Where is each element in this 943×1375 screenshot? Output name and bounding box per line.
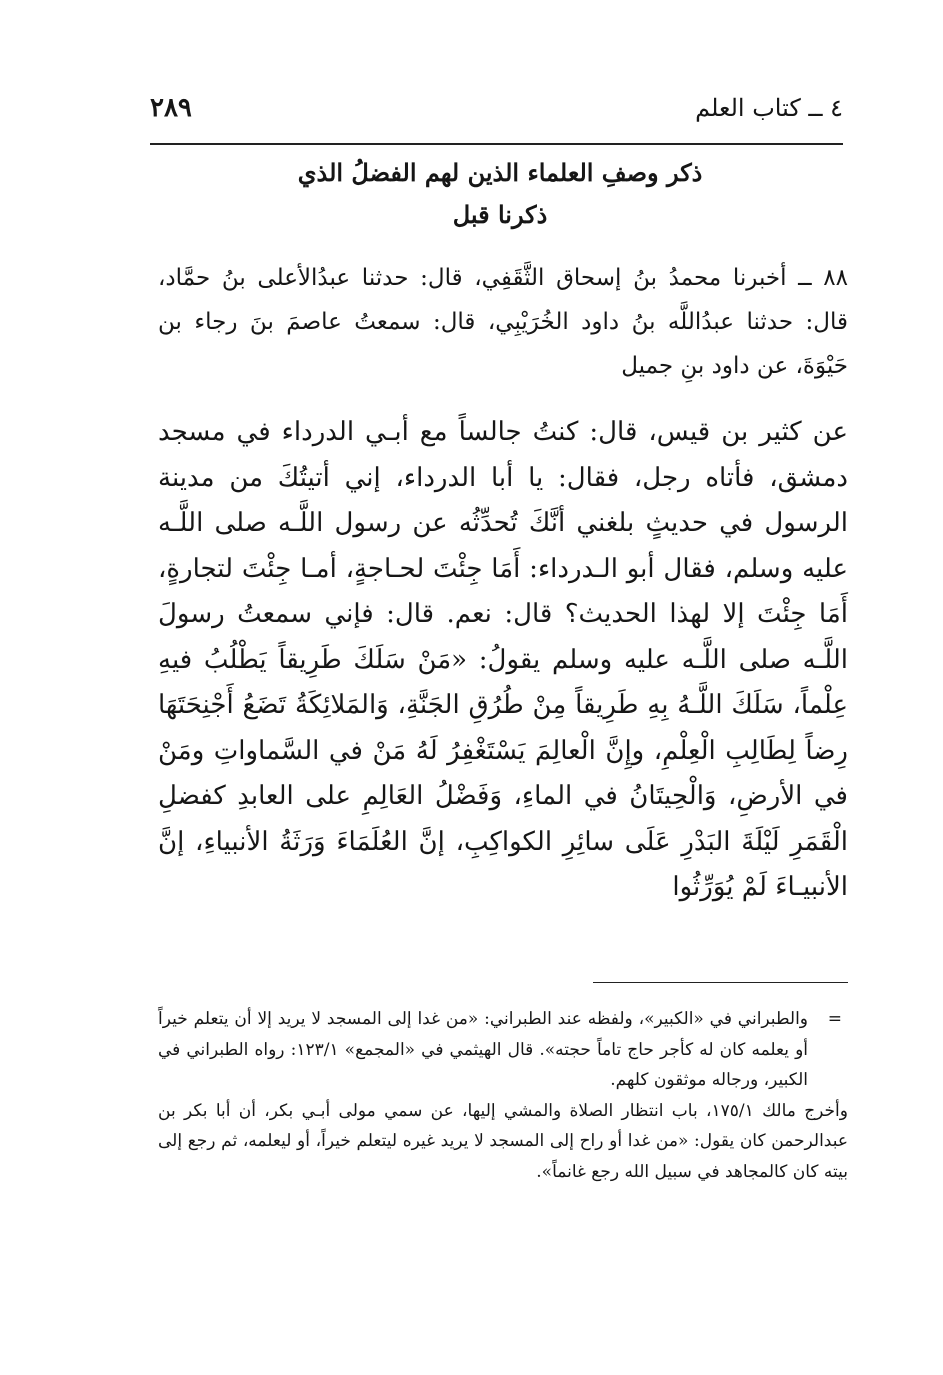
section-heading-line1: ذكر وصفِ العلماء الذين لهم الفضلُ الذي — [297, 158, 703, 187]
header-rule — [150, 143, 843, 145]
footnote-rule — [593, 982, 848, 983]
hadith-text: عن كثير بن قيس، قال: كنتُ جالساً مع أبـي الدرداء في مسجد دمشق، فأتاه رجل، فقال: يا أبا الدرداء، إني أتيتُكَ من مدينة الرسول في حديثٍ بلغني أنَّكَ تُحدِّثُه عن رسول اللَّـه صلى اللَّـه عليه وسلم، فقال أبو الـدرداء: أَمَا جِئْتَ لحـاجةٍ، أمـا جِئْتَ لتجارةٍ، أَمَا جِئْتَ إلا لهذا الحديث؟ قال: نعم. قال: فإني سمعتُ رسولَ اللَّـه صلى اللَّـه عليه وسلم يقولُ: «مَنْ سَلَكَ طَرِيقاً يَطْلُبُ فيهِ عِلْماً، سَلَكَ اللَّـهُ بِهِ طَرِيقاً مِنْ طُرُقِ الجَنَّةِ، وَالمَلائِكَةُ تَضَعُ أَجْنِحَتَهَا رِضاً لِطَالِبِ الْعِلْمِ، وإِنَّ الْعالِمَ يَسْتَغْفِرُ لَهُ مَنْ في السَّماواتِ ومَنْ في الأرضِ، وَالْحِيتَانُ في الماءِ، وَفَضْلُ العَالِمِ على العابدِ كفضلِ الْقَمَرِ لَيْلَةَ البَدْرِ عَلَى سائِرِ الكواكِبِ، إنَّ العُلَمَاءَ وَرَثَةُ الأنبياءِ، إنَّ الأنبيـاءَ لَمْ يُوَرِّثُوا — [158, 417, 848, 902]
running-title: ٤ ــ كتاب العلم — [695, 94, 843, 122]
footnote-paragraph — [158, 1004, 848, 1096]
footnotes — [158, 1004, 848, 1187]
section-heading — [200, 152, 800, 236]
footnote-text: والطبراني في «الكبير»، ولفظه عند الطبراني: «من غدا إلى المسجد لا يريد إلا أن يتعلم خيراً أو يعلمه كان له كأجر حاج تاماً حجته». قال الهيثمي في «المجمع» ١٢٣/١: رواه الطبراني في الكبير، ورجاله موثقون كلهم. — [158, 1009, 809, 1090]
section-heading-line2: ذكرنا قبل — [452, 200, 548, 229]
page-number: ٢٨٩ — [150, 93, 192, 123]
footnote-paragraph: وأخرج مالك ١٧٥/١، باب انتظار الصلاة والمشي إليها، عن سمي مولى أبـي بكر، أن أبا بكر بن عبدالرحمن كان يقول: «من غدا أو راح إلى المسجد لا يريد غيره ليتعلم خيراً، أو ليعلمه، ثم رجع إلى بيته كان كالمجاهد في سبيل الله رجع غانماً». — [158, 1100, 848, 1182]
hadith-isnad: ٨٨ ــ أخبرنا محمدُ بنُ إسحاق الثَّقَفِي، قال: حدثنا عبدُالأعلى بنُ حمَّاد، قال: حدثنا عبدُاللَّه بنُ داود الخُرَيْبِي، قال: سمعتُ عاصمَ بنَ رجاء بن حَيْوَةَ، عن داود بنِ جميل — [158, 265, 848, 379]
footnote-continuation-marker: = — [827, 1009, 842, 1029]
running-header — [150, 92, 843, 132]
